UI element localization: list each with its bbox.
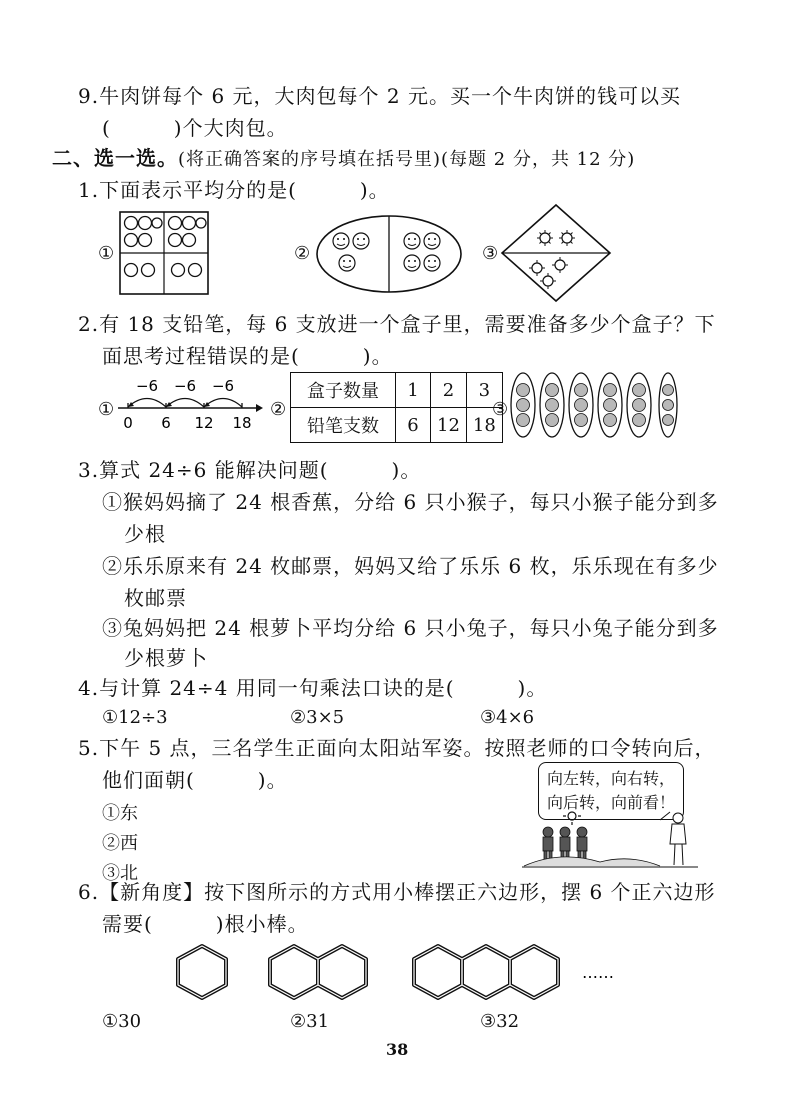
numberline-jump-label: −6 <box>135 378 159 395</box>
table-cell: 铅笔支数 <box>291 408 396 443</box>
q5-option-c: ③北 <box>102 863 138 884</box>
q2-pencil-groups-figure <box>508 370 678 440</box>
section-title: 二、选一选。 <box>52 146 178 170</box>
table-cell: 2 <box>431 373 467 408</box>
q6-text: 按下图所示的方式用小棒摆正六边形，摆 6 个正六边形 <box>204 880 716 904</box>
page-number: 38 <box>386 1040 409 1059</box>
q2-option-a-label: ① <box>98 399 115 420</box>
q5-option-a: ①东 <box>102 803 138 824</box>
q3-option-a-line1: ①猴妈妈摘了 24 根香蕉，分给 6 只小猴子，每只小猴子能分到多 <box>102 490 719 514</box>
bubble-line1: 向左转，向右转， <box>547 769 676 788</box>
q9-line2: ( )个大肉包。 <box>102 116 288 140</box>
q2-option-b-label: ② <box>270 399 287 420</box>
table-cell: 3 <box>466 373 502 408</box>
numberline-jump-label: −6 <box>173 378 197 395</box>
numberline-tick-label: 0 <box>123 414 133 432</box>
numberline-tick-label: 18 <box>232 414 252 432</box>
table-cell: 盒子数量 <box>291 373 396 408</box>
q2-table <box>290 372 503 443</box>
q6-option-c: ③32 <box>480 1011 520 1032</box>
students-and-teacher-illustration <box>520 810 700 872</box>
table-row <box>291 408 503 443</box>
table-cell: 6 <box>396 408 431 443</box>
q9-line1: 9.牛肉饼每个 6 元，大肉包每个 2 元。买一个牛肉饼的钱可以买 <box>78 84 681 108</box>
numberline-jump-label: −6 <box>211 378 235 395</box>
q2-line2: 面思考过程错误的是( )。 <box>102 344 393 368</box>
q6-tag: 6.【新角度】 <box>78 880 205 904</box>
q3-option-a-line2: 少根 <box>124 522 166 546</box>
q4-stem: 4.与计算 24÷4 用同一句乘法口诀的是( )。 <box>78 676 548 700</box>
q4-option-b: ②3×5 <box>290 707 345 728</box>
q6-option-a: ①30 <box>102 1011 142 1032</box>
sequence-ellipsis: …… <box>582 963 614 982</box>
q1-stem: 1.下面表示平均分的是( )。 <box>78 178 390 202</box>
table-row <box>291 373 503 408</box>
q3-option-b-line2: 枚邮票 <box>124 586 187 610</box>
numberline-tick-label: 6 <box>161 414 171 432</box>
q3-option-c-line1: ③兔妈妈把 24 根萝卜平均分给 6 只小兔子，每只小兔子能分到多 <box>102 616 719 640</box>
section-note: (将正确答案的序号填在括号里)(每题 2 分，共 12 分) <box>178 149 636 170</box>
q2-option-c-label: ③ <box>492 399 509 420</box>
q4-option-c: ③4×6 <box>480 707 535 728</box>
q1-grid-figure <box>118 210 210 296</box>
bubble-line2: 向后转，向前看！ <box>547 793 676 812</box>
q2-line1: 2.有 18 支铅笔，每 6 支放进一个盒子里，需要准备多少个盒子？下 <box>78 312 716 336</box>
q6-line2: 需要( )根小棒。 <box>102 912 309 936</box>
table-cell: 1 <box>396 373 431 408</box>
q1-diamond-figure <box>500 203 612 303</box>
q3-option-b-line1: ②乐乐原来有 24 枚邮票，妈妈又给了乐乐 6 枚，乐乐现在有多少 <box>102 554 719 578</box>
q1-option-a-label: ① <box>98 243 115 264</box>
q5-option-b: ②西 <box>102 833 138 854</box>
numberline-tick-label: 12 <box>194 414 214 432</box>
q2-numberline <box>116 378 264 434</box>
q6-option-b: ②31 <box>290 1011 330 1032</box>
q4-option-a: ①12÷3 <box>102 707 168 728</box>
section-header <box>52 144 635 174</box>
q1-option-b-label: ② <box>294 243 311 264</box>
table-cell: 18 <box>466 408 502 443</box>
q1-option-c-label: ③ <box>482 243 499 264</box>
q3-stem: 3.算式 24÷6 能解决问题( )。 <box>78 458 422 482</box>
q5-line1: 5.下午 5 点，三名学生正面向太阳站军姿。按照老师的口令转向后， <box>78 736 716 760</box>
q1-oval-figure <box>314 213 464 295</box>
q6-hexagon-sequence <box>170 942 630 1004</box>
q5-line2: 他们面朝( )。 <box>102 768 288 792</box>
q3-option-c-line2: 少根萝卜 <box>124 646 208 670</box>
q6-line1 <box>78 878 716 906</box>
table-cell: 12 <box>431 408 467 443</box>
